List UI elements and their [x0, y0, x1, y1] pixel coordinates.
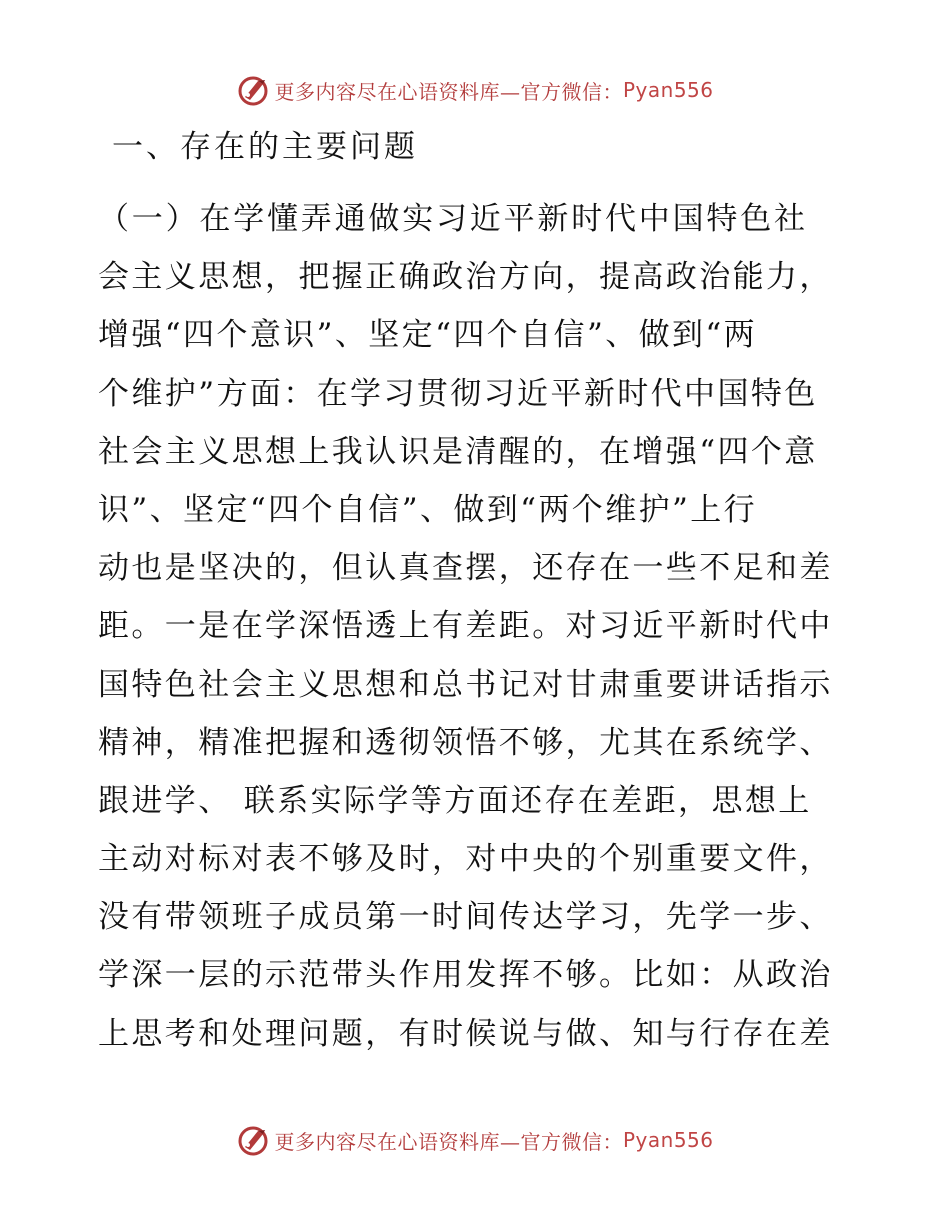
paragraph-line: 动也是坚决的，但认真查摆，还存在一些不足和差	[98, 550, 833, 587]
paragraph-line: 学深一层的示范带头作用发挥不够。比如：从政治	[98, 957, 833, 994]
paragraph-line: 增强“四个意识”、坚定“四个自信”、做到“两	[98, 317, 758, 354]
paragraph-line: （一）在学懂弄通做实习近平新时代中国特色社	[98, 201, 808, 237]
paragraph-line: 个维护”方面：在学习贯彻习近平新时代中国特色	[98, 375, 818, 412]
paragraph-line: 社会主义思想上我认识是清醒的，在增强“四个意	[98, 433, 818, 470]
brand-logo-icon	[236, 1123, 270, 1157]
paragraph-line: 国特色社会主义思想和总书记对甘肃重要讲话指示	[98, 666, 833, 703]
paragraph-line: 没有带领班子成员第一时间传达学习，先学一步、	[98, 899, 833, 936]
paragraph-line: 会主义思想，把握正确政治方向，提高政治能力，	[98, 259, 833, 296]
brand-logo-icon	[236, 73, 270, 107]
watermark-text: 更多内容尽在心语资料库—官方微信：	[274, 79, 623, 104]
watermark-wechat-id: Pyan556	[622, 1128, 714, 1152]
paragraph-line: 主动对标对表不够及时，对中央的个别重要文件，	[98, 841, 833, 878]
paragraph-line: 上思考和处理问题，有时候说与做、知与行存在差	[98, 1015, 833, 1052]
watermark-text: 更多内容尽在心语资料库—官方微信：	[274, 1129, 623, 1154]
body-paragraph	[98, 190, 848, 1063]
watermark-wechat-id: Pyan556	[622, 78, 714, 102]
watermark-header	[0, 70, 950, 110]
paragraph-line: 距。一是在学深悟透上有差距。对习近平新时代中	[98, 608, 833, 645]
section-heading: 一、存在的主要问题	[112, 129, 418, 165]
watermark-footer	[0, 1120, 950, 1160]
paragraph-line: 跟进学、 联系实际学等方面还存在差距，思想上	[98, 782, 812, 819]
paragraph-line: 精神，精准把握和透彻领悟不够，尤其在系统学、	[98, 724, 833, 761]
paragraph-line: 识”、坚定“四个自信”、做到“两个维护”上行	[98, 491, 758, 528]
